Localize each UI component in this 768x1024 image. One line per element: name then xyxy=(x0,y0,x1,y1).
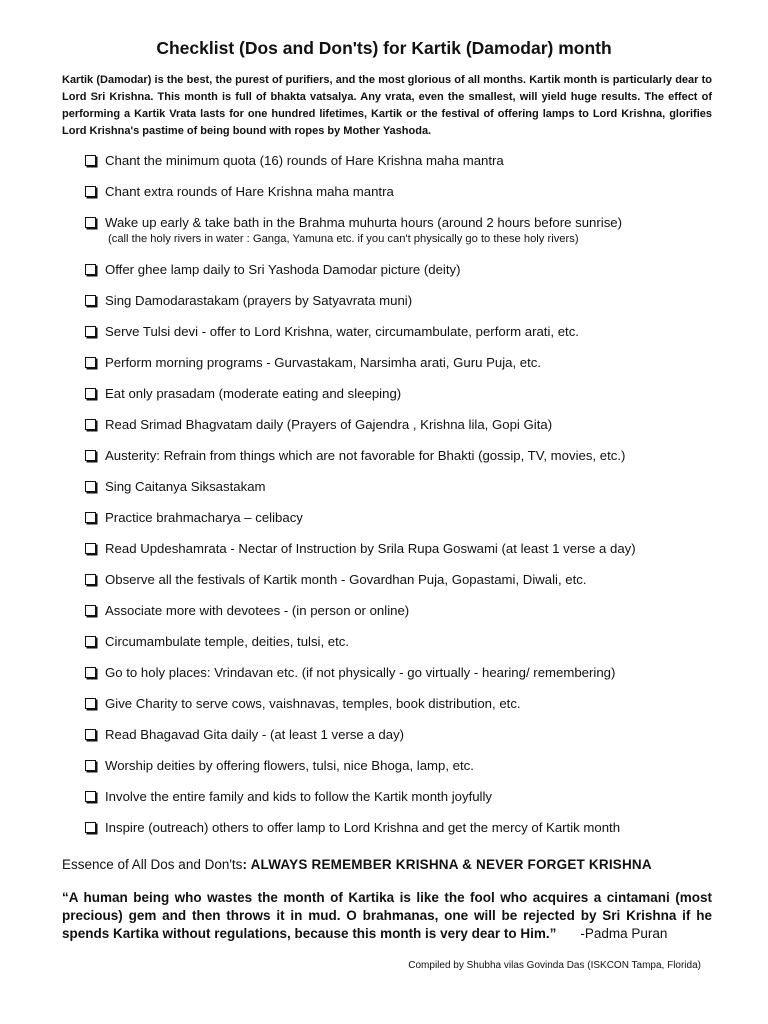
checklist-item-text: Practice brahmacharya – celibacy xyxy=(105,510,303,525)
checklist-item xyxy=(85,757,474,775)
checklist-item-text: Eat only prasadam (moderate eating and sleeping) xyxy=(105,386,402,401)
checklist-item xyxy=(85,664,615,682)
checklist-item-text: Associate more with devotees - (in person or online) xyxy=(105,603,410,618)
footer-credit: Compiled by Shubha vilas Govinda Das (ISKCON Tampa, Florida) xyxy=(408,960,701,971)
checklist-item-text: Circumambulate temple, deities, tulsi, etc. xyxy=(105,634,350,649)
checklist-item-text: Chant extra rounds of Hare Krishna maha mantra xyxy=(105,184,394,199)
checkbox-icon[interactable] xyxy=(85,512,96,523)
checklist-item-note: (call the holy rivers in water : Ganga, Yamuna etc. if you can't physically go to these holy rivers) xyxy=(108,233,579,245)
checkbox-icon[interactable] xyxy=(85,822,96,833)
checklist-item-text: Read Srimad Bhagvatam daily (Prayers of Gajendra , Krishna lila, Gopi Gita) xyxy=(105,417,553,432)
quote-block xyxy=(62,889,712,943)
essence-message: : ALWAYS REMEMBER KRISHNA & NEVER FORGET KRISHNA xyxy=(242,857,652,872)
checkbox-icon[interactable] xyxy=(85,295,96,306)
checklist-item xyxy=(85,633,349,651)
checklist-item-text: Give Charity to serve cows, vaishnavas, temples, book distribution, etc. xyxy=(105,696,521,711)
checkbox-icon[interactable] xyxy=(85,357,96,368)
checkbox-icon[interactable] xyxy=(85,698,96,709)
essence-label: Essence of All Dos and Don'ts xyxy=(62,857,243,872)
checkbox-icon[interactable] xyxy=(85,450,96,461)
checklist-item-text: Offer ghee lamp daily to Sri Yashoda Damodar picture (deity) xyxy=(105,262,461,277)
checkbox-icon[interactable] xyxy=(85,155,96,166)
checkbox-icon[interactable] xyxy=(85,326,96,337)
checklist-item-text: Sing Caitanya Siksastakam xyxy=(105,479,266,494)
checklist-item xyxy=(85,788,492,806)
page-title: Checklist (Dos and Don'ts) for Kartik (Damodar) month xyxy=(156,38,612,58)
checkbox-icon[interactable] xyxy=(85,760,96,771)
checklist-item-text: Read Updeshamrata - Nectar of Instruction by Srila Rupa Goswami (at least 1 verse a day) xyxy=(105,541,636,556)
intro-paragraph: Kartik (Damodar) is the best, the purest of purifiers, and the most glorious of all months. Kartik month is particularly dear to Lord Sri Krishna. This month is full of bhakta vatsalya. Any vrata, even the smallest, will yield huge results. The effect of performing a Kartik Vrata lasts for one hundred lifetimes, Kartik or the festival of offering lamps to Lord Krishna, glorifies Lord Krishna's pastime of being bound with ropes by Mother Yashoda. xyxy=(62,74,712,137)
checkbox-icon[interactable] xyxy=(85,217,96,228)
checklist-item xyxy=(85,819,620,837)
checklist-item xyxy=(85,695,521,713)
checklist-item-text: Sing Damodarastakam (prayers by Satyavrata muni) xyxy=(105,293,413,308)
checklist-item-text: Perform morning programs - Gurvastakam, Narsimha arati, Guru Puja, etc. xyxy=(105,355,542,370)
checkbox-icon[interactable] xyxy=(85,388,96,399)
checklist-item-text: Observe all the festivals of Kartik month - Govardhan Puja, Gopastami, Diwali, etc. xyxy=(105,572,587,587)
checkbox-icon[interactable] xyxy=(85,636,96,647)
checklist-item-text: Serve Tulsi devi - offer to Lord Krishna, water, circumambulate, perform arati, etc. xyxy=(105,324,579,339)
checklist-item xyxy=(85,726,404,744)
checkbox-icon[interactable] xyxy=(85,605,96,616)
checklist-item xyxy=(85,416,552,434)
checkbox-icon[interactable] xyxy=(85,791,96,802)
checklist-item xyxy=(85,447,625,465)
checklist-item-text: Inspire (outreach) others to offer lamp to Lord Krishna and get the mercy of Kartik month xyxy=(105,820,621,835)
checkbox-icon[interactable] xyxy=(85,419,96,430)
checklist-item-text: Austerity: Refrain from things which are not favorable for Bhakti (gossip, TV, movies, etc.) xyxy=(105,448,626,463)
checklist-item xyxy=(85,152,504,170)
checklist-item-text: Go to holy places: Vrindavan etc. (if not physically - go virtually - hearing/ remembering) xyxy=(105,665,616,680)
checklist-item xyxy=(85,261,461,279)
checklist-item xyxy=(85,571,587,589)
checkbox-icon[interactable] xyxy=(85,574,96,585)
checklist-item-text: Wake up early & take bath in the Brahma muhurta hours (around 2 hours before sunrise) xyxy=(105,215,623,230)
checklist-item xyxy=(85,602,409,620)
checkbox-icon[interactable] xyxy=(85,264,96,275)
quote-text: “A human being who wastes the month of Kartika is like the fool who acquires a cintamani (most precious) gem and then throws it in mud. O brahmanas, one will be rejected by Sri Krishna if he spends Kartika without regulations, because this month is very dear to Him.” xyxy=(62,890,712,941)
checklist-item xyxy=(85,540,636,558)
checklist-item xyxy=(85,323,579,341)
checklist-item-text: Chant the minimum quota (16) rounds of Hare Krishna maha mantra xyxy=(105,153,504,168)
checkbox-icon[interactable] xyxy=(85,186,96,197)
checklist-item xyxy=(85,214,622,247)
checklist-item-text: Read Bhagavad Gita daily - (at least 1 verse a day) xyxy=(105,727,405,742)
checklist-item xyxy=(85,509,303,527)
checkbox-icon[interactable] xyxy=(85,729,96,740)
checkbox-icon[interactable] xyxy=(85,667,96,678)
checklist-item-text: Involve the entire family and kids to follow the Kartik month joyfully xyxy=(105,789,493,804)
quote-source: -Padma Puran xyxy=(580,926,668,941)
checklist-item xyxy=(85,183,394,201)
checklist-item xyxy=(85,478,266,496)
checklist-item xyxy=(85,292,412,310)
checklist-item-text: Worship deities by offering flowers, tulsi, nice Bhoga, lamp, etc. xyxy=(105,758,474,773)
checklist-item xyxy=(85,385,401,403)
checklist-item xyxy=(85,354,541,372)
checkbox-icon[interactable] xyxy=(85,481,96,492)
checkbox-icon[interactable] xyxy=(85,543,96,554)
essence-line xyxy=(62,857,652,872)
